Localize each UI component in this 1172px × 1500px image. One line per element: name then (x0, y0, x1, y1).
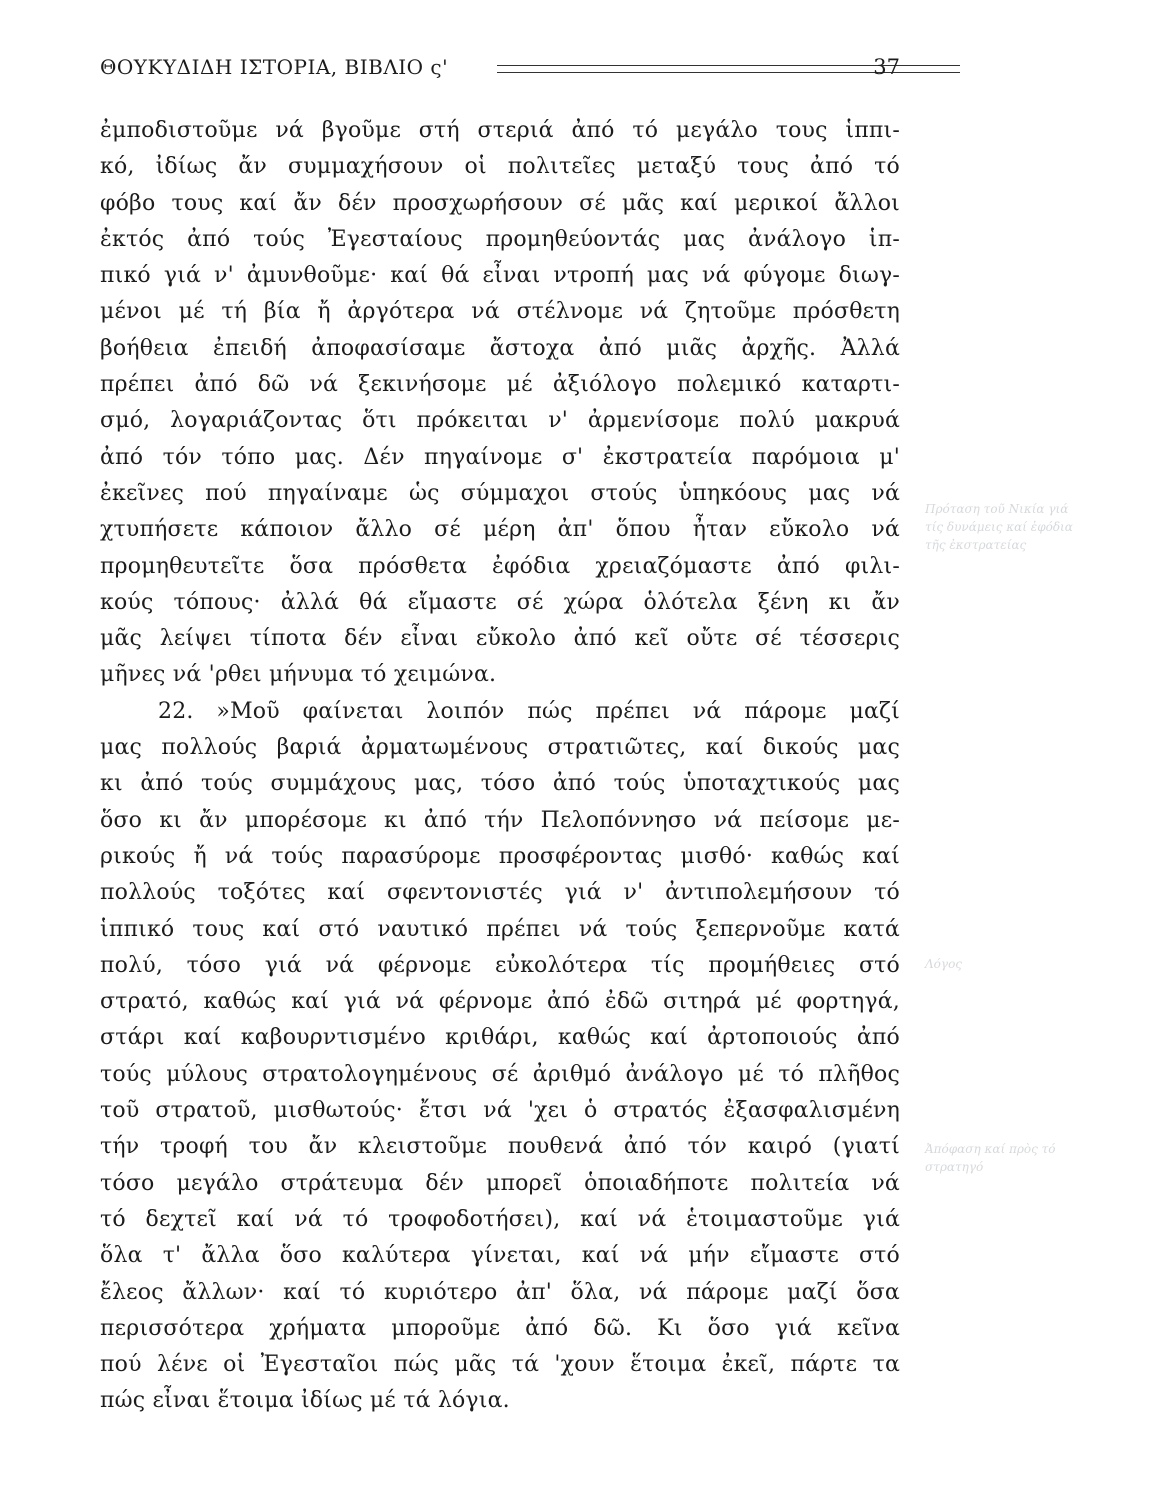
running-header (100, 55, 900, 85)
text-line: πολλούς τοξότες καί σφεντονιστές γιά ν' ἀντιπολεμήσουν τό (100, 880, 900, 906)
header-title: ΘΟΥΚΥΔΙΔΗ ΙΣΤΟΡΙΑ, ΒΙΒΛΙΟ ς' (100, 55, 449, 79)
text-line: σμό, λογαριάζοντας ὅτι πρόκειται ν' ἀρμενίσομε πολύ μακρυά (100, 408, 900, 434)
text-line: κι ἀπό τούς συμμάχους μας, τόσο ἀπό τούς ὑποταχτικούς μας (100, 771, 900, 797)
text-line: ἔλεος ἄλλων· καί τό κυριότερο ἀπ' ὅλα, νά πάρομε μαζί ὅσα (100, 1279, 900, 1305)
body-text (100, 113, 900, 1420)
text-line: ἐκεῖνες πού πηγαίναμε ὡς σύμμαχοι στούς ὑπηκόους μας νά (100, 480, 900, 506)
text-line: τοῦ στρατοῦ, μισθωτούς· ἔτσι νά 'χει ὁ στρατός ἐξασφαλισμένη (100, 1098, 900, 1124)
text-line: στρατό, καθώς καί γιά νά φέρνομε ἀπό ἐδῶ σιτηρά μέ φορτηγά, (100, 989, 900, 1015)
text-line: τούς μύλους στρατολογημένους σέ ἀριθμό ἀνάλογο μέ τό πλῆθος (100, 1061, 900, 1087)
text-line: ὅσο κι ἄν μπορέσομε κι ἀπό τήν Πελοπόννησο νά πείσομε με- (100, 807, 900, 833)
text-line: ἐκτός ἀπό τούς Ἐγεσταίους προμηθεύοντάς μας ἀνάλογο ἱπ- (100, 226, 900, 252)
text-line: ἀπό τόν τόπο μας. Δέν πηγαίνομε σ' ἐκστρατεία παρόμοια μ' (100, 444, 900, 470)
text-line: τό δεχτεῖ καί νά τό τροφοδοτήσει), καί νά ἑτοιμαστοῦμε γιά (100, 1206, 900, 1232)
text-line: περισσότερα χρήματα μποροῦμε ἀπό δῶ. Κι ὅσο γιά κεῖνα (100, 1315, 900, 1341)
text-line: τήν τροφή του ἄν κλειστοῦμε πουθενά ἀπό τόν καιρό (γιατί (100, 1134, 900, 1160)
text-line: ὅλα τ' ἄλλα ὅσο καλύτερα γίνεται, καί νά μήν εἴμαστε στό (100, 1243, 900, 1269)
text-line: χτυπήσετε κάποιον ἄλλο σέ μέρη ἀπ' ὅπου ἦταν εὔκολο νά (100, 517, 900, 543)
text-line: φόβο τους καί ἄν δέν προσχωρήσουν σέ μᾶς καί μερικοί ἄλλοι (100, 190, 900, 216)
text-line: προμηθευτεῖτε ὅσα πρόσθετα ἐφόδια χρειαζόμαστε ἀπό φιλι- (100, 553, 900, 579)
text-line: ἱππικό τους καί στό ναυτικό πρέπει νά τούς ξεπερνοῦμε κατά (100, 916, 900, 942)
text-line: πικό γιά ν' ἀμυνθοῦμε· καί θά εἶναι ντροπή μας νά φύγομε διωγ- (100, 263, 900, 289)
margin-note: Ἀπόφαση καί πρὸς τό στρατηγό (925, 1142, 1056, 1174)
text-line: μένοι μέ τή βία ἤ ἀργότερα νά στέλνομε νά ζητοῦμε πρόσθετη (100, 299, 900, 325)
text-line: πώς εἶναι ἕτοιμα ἰδίως μέ τά λόγια. (100, 1388, 510, 1414)
margin-note: Πρόταση τοῦ Νικία γιά τίς δυνάμεις καί ἐφόδια τῆς ἐκστρατείας (925, 502, 1073, 552)
text-line: ἐμποδιστοῦμε νά βγοῦμε στή στεριά ἀπό τό μεγάλο τους ἱππι- (100, 118, 900, 143)
text-line: κό, ἰδίως ἄν συμμαχήσουν οἱ πολιτεῖες μεταξύ τους ἀπό τό (100, 154, 900, 180)
text-line: κούς τόπους· ἀλλά θά εἴμαστε σέ χώρα ὁλότελα ξένη κι ἄν (100, 589, 900, 615)
text-line: στάρι καί καβουρντισμένο κριθάρι, καθώς καί ἀρτοποιούς ἀπό (100, 1025, 900, 1051)
text-line: ρικούς ἤ νά τούς παρασύρομε προσφέροντας μισθό· καθώς καί (100, 843, 900, 869)
text-line: πολύ, τόσο γιά νά φέρνομε εὐκολότερα τίς προμήθειες στό (100, 952, 900, 978)
text-line: πρέπει ἀπό δῶ νά ξεκινήσομε μέ ἀξιόλογο πολεμικό καταρτι- (100, 372, 900, 398)
text-line: τόσο μεγάλο στράτευμα δέν μπορεῖ ὁποιαδήποτε πολιτεία νά (100, 1170, 900, 1196)
text-line: μῆνες νά 'ρθει μήνυμα τό χειμώνα. (100, 662, 497, 688)
margin-note: Λόγος (925, 957, 963, 971)
text-line: βοήθεια ἐπειδή ἀποφασίσαμε ἄστοχα ἀπό μιᾶς ἀρχῆς. Ἀλλά (100, 335, 900, 361)
page-number: 37 (873, 55, 900, 79)
text-line: μας πολλούς βαριά ἀρματωμένους στρατιῶτες, καί δικούς μας (100, 735, 900, 761)
text-line: πού λένε οἱ Ἐγεσταῖοι πώς μᾶς τά 'χουν ἕτοιμα ἐκεῖ, πάρτε τα (100, 1352, 900, 1378)
paragraph-start-22: 22. »Μοῦ φαίνεται λοιπόν πώς πρέπει νά πάρομε μαζί (158, 698, 900, 724)
text-line: μᾶς λείψει τίποτα δέν εἶναι εὔκολο ἀπό κεῖ οὔτε σέ τέσσερις (100, 626, 900, 652)
